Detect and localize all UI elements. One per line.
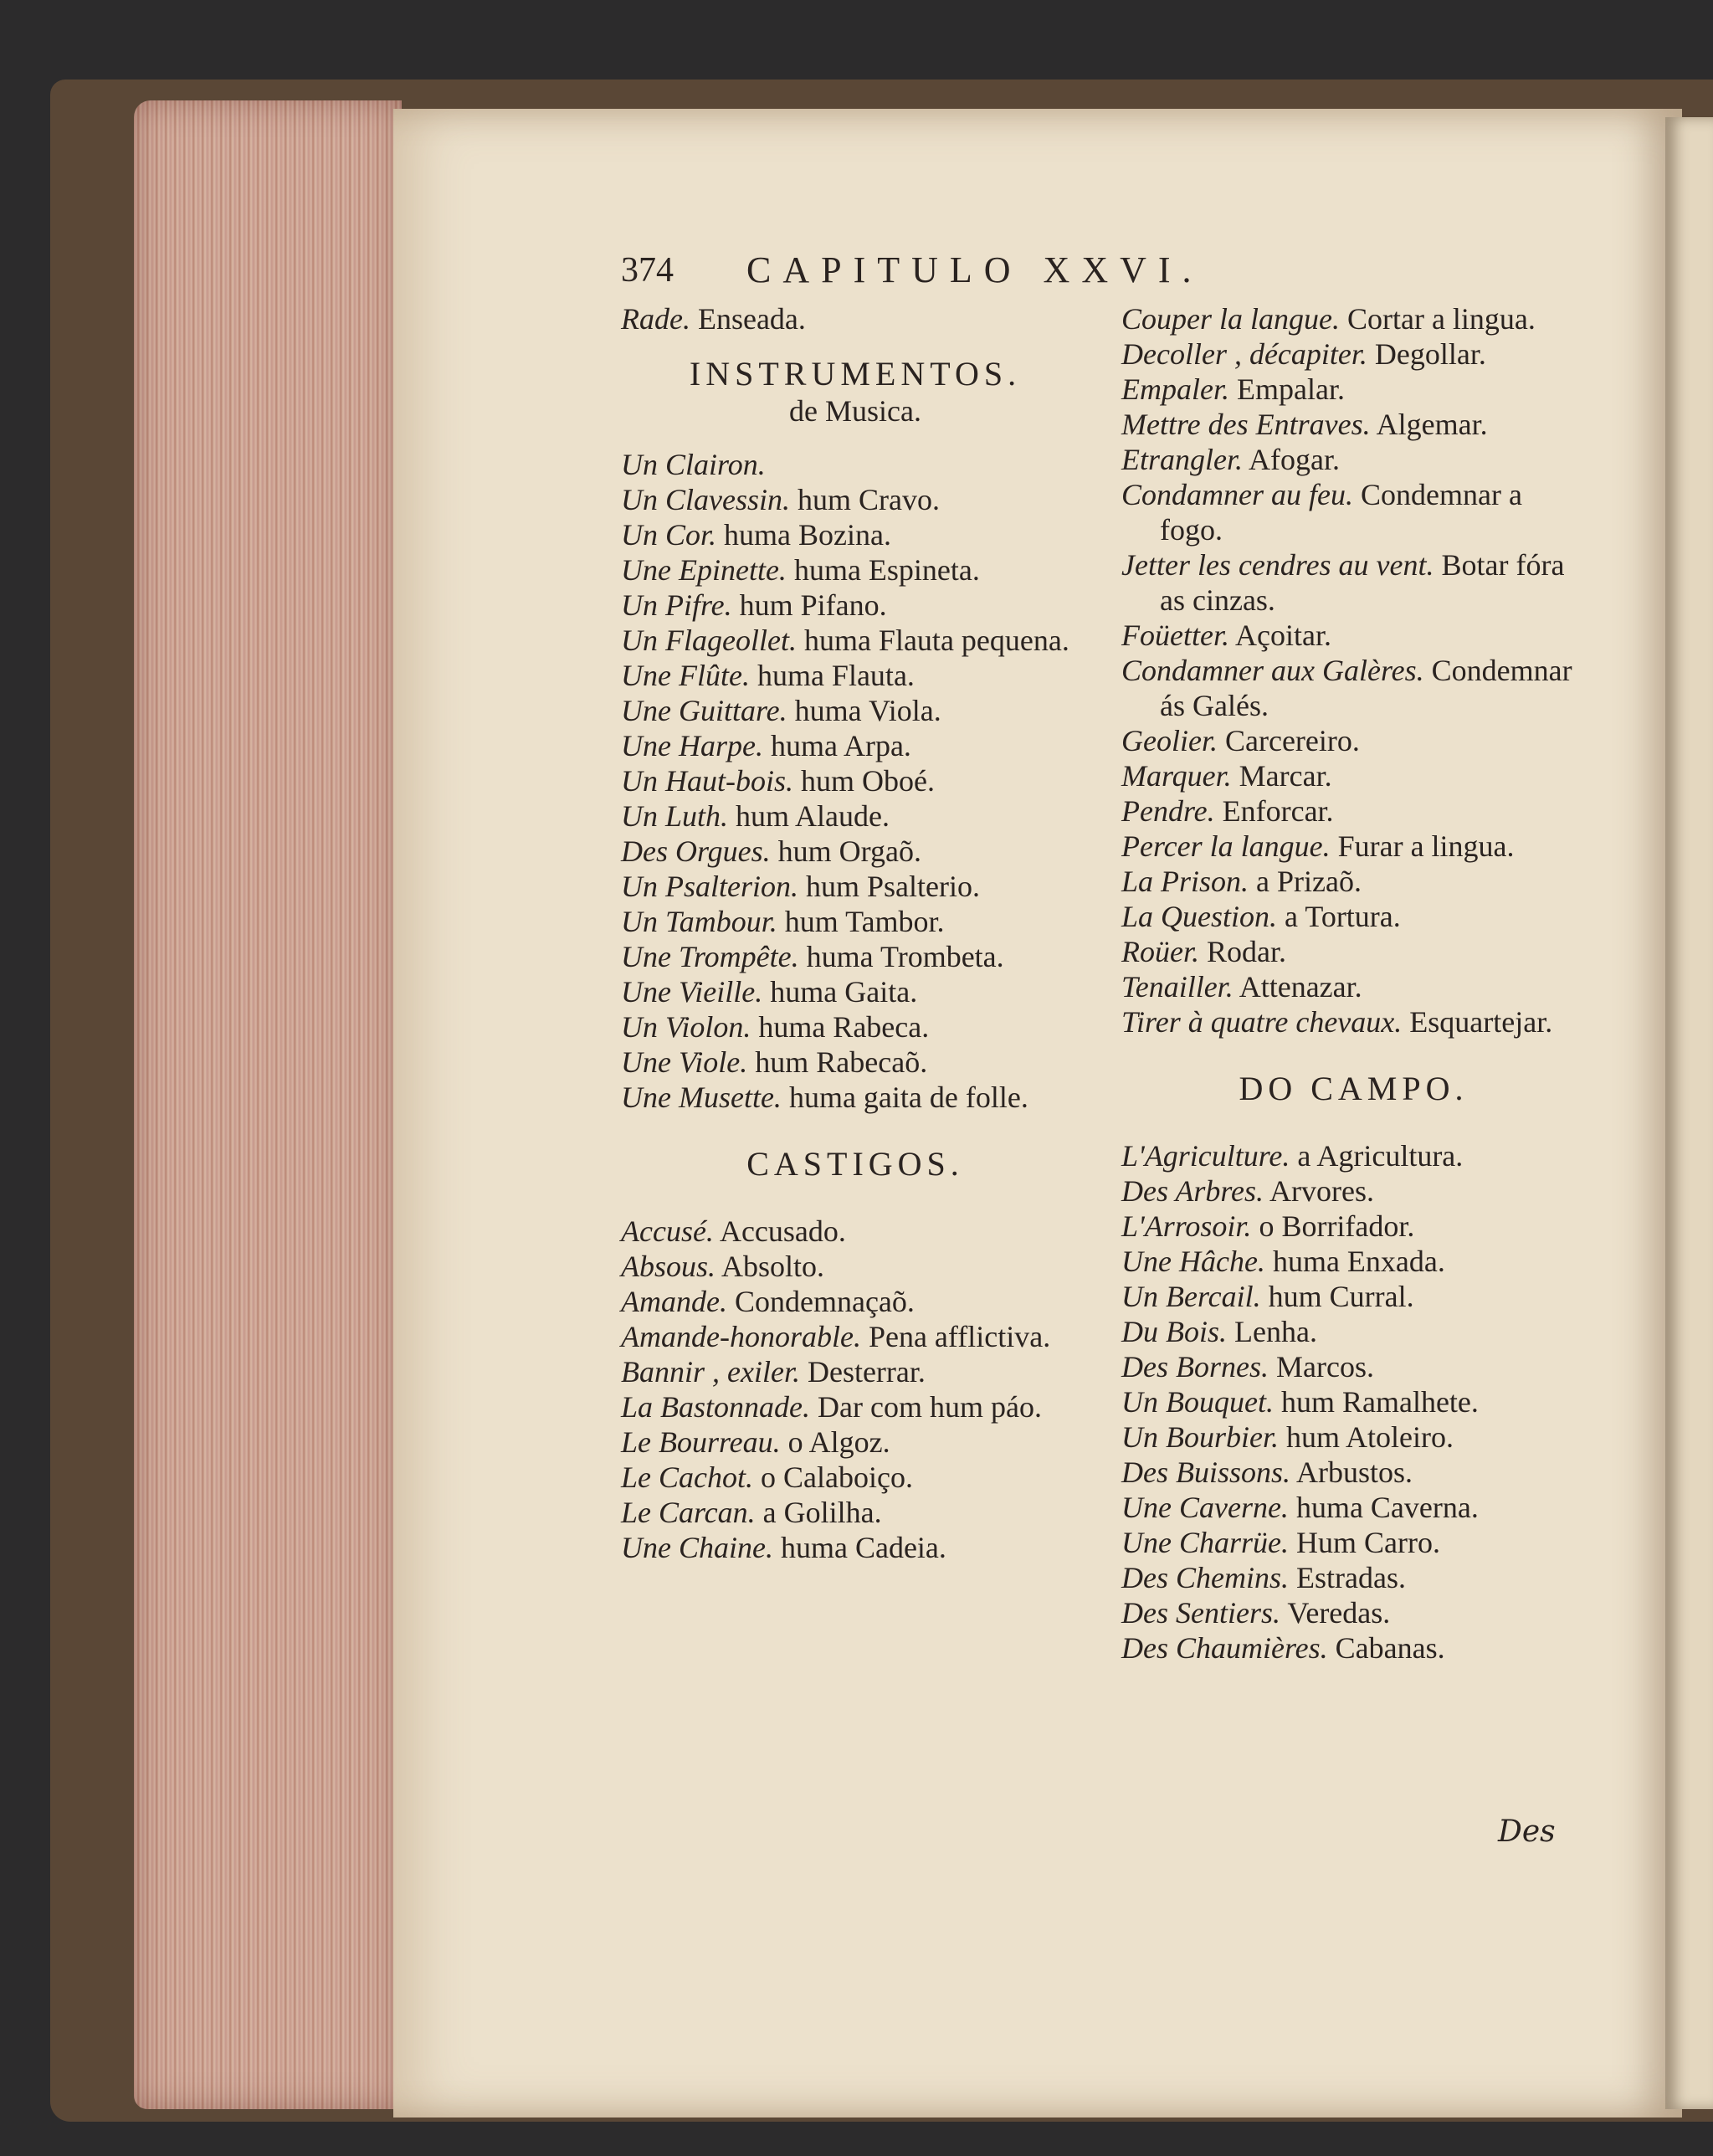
portuguese-term: Absolto. [721, 1250, 825, 1283]
portuguese-term: Hum Carro. [1296, 1526, 1440, 1559]
french-term: Bannir , exiler. [621, 1355, 800, 1389]
portuguese-term: Degollar. [1374, 337, 1486, 371]
portuguese-term: huma Espineta. [793, 553, 980, 587]
french-term: Jetter les cendres au vent. [1121, 548, 1434, 582]
portuguese-term: Attenazar. [1239, 970, 1362, 1004]
french-term: Une Hâche. [1121, 1245, 1265, 1278]
dictionary-entry [621, 1009, 1090, 1045]
dictionary-entry [621, 1495, 1090, 1530]
dictionary-entry [1121, 1455, 1586, 1490]
french-term: Un Bercail. [1121, 1280, 1261, 1313]
dictionary-entry [1121, 1595, 1586, 1630]
french-term: La Bastonnade. [621, 1390, 811, 1424]
portuguese-term: Arvores. [1269, 1174, 1374, 1208]
portuguese-term: hum Psalterio. [806, 870, 980, 903]
portuguese-term: hum Tambor. [784, 905, 945, 938]
french-term: Un Clavessin. [621, 483, 790, 516]
portuguese-term: huma Flauta. [756, 659, 915, 692]
french-term: Condamner au feu. [1121, 478, 1353, 511]
portuguese-term: Cortar a lingua. [1346, 302, 1536, 336]
dictionary-entry [1121, 442, 1586, 477]
dictionary-entry [621, 1284, 1090, 1319]
french-term: Tenailler. [1121, 970, 1233, 1004]
french-term: Tirer à quatre chevaux. [1121, 1005, 1403, 1039]
portuguese-term: Marcos. [1275, 1350, 1374, 1383]
portuguese-term: hum Oboé. [801, 764, 935, 798]
french-term: Marquer. [1121, 759, 1232, 793]
portuguese-term: Condemnar ás Galés. [1160, 654, 1572, 722]
dictionary-entry [1121, 1004, 1586, 1040]
french-term: Un Luth. [621, 799, 729, 833]
french-term: La Prison. [1121, 865, 1249, 898]
dictionary-entry [1121, 1279, 1586, 1314]
dictionary-entry [621, 728, 1090, 763]
french-term: Des Bornes. [1121, 1350, 1269, 1383]
dictionary-entry [1121, 829, 1586, 864]
portuguese-term: huma Enxada. [1272, 1245, 1445, 1278]
french-term: Le Cachot. [621, 1460, 753, 1494]
dictionary-entry [1121, 618, 1586, 653]
dictionary-entry [621, 904, 1090, 939]
french-term: Une Viole. [621, 1045, 748, 1079]
dictionary-entry [1121, 758, 1586, 793]
section-subheading: de Musica. [789, 394, 921, 428]
portuguese-term: Veredas. [1287, 1596, 1391, 1630]
french-term: Des Sentiers. [1121, 1596, 1280, 1630]
dictionary-entry [621, 658, 1090, 693]
dictionary-entry [1121, 547, 1586, 618]
french-term: Une Trompête. [621, 940, 799, 973]
dictionary-entry [621, 1530, 1090, 1565]
portuguese-term: hum Ramalhete. [1280, 1385, 1479, 1419]
portuguese-term: Dar com hum páo. [818, 1390, 1042, 1424]
french-term: Le Carcan. [621, 1496, 756, 1529]
portuguese-term: huma Flauta pequena. [803, 624, 1069, 657]
french-term: Un Tambour. [621, 905, 777, 938]
french-term: Foüetter. [1121, 619, 1229, 652]
portuguese-term: huma Cadeia. [780, 1531, 946, 1564]
portuguese-term: hum Orgaõ. [777, 834, 921, 868]
dictionary-entry [1121, 1173, 1586, 1209]
dictionary-entry [1121, 1525, 1586, 1560]
portuguese-term: o Calaboiço. [761, 1460, 913, 1494]
portuguese-term: a Agricultura. [1297, 1139, 1464, 1173]
dictionary-entry [621, 1460, 1090, 1495]
portuguese-term: Açoitar. [1235, 619, 1331, 652]
dictionary-entry [621, 1319, 1090, 1354]
dictionary-entry [621, 693, 1090, 728]
dictionary-entry [621, 1389, 1090, 1424]
facing-page-edge [1665, 117, 1713, 2109]
french-term: Absous. [621, 1250, 716, 1283]
french-term: Percer la langue. [1121, 829, 1331, 863]
french-term: Un Psalterion. [621, 870, 798, 903]
spacer [621, 1115, 1090, 1145]
french-term: Des Chemins. [1121, 1561, 1289, 1594]
dictionary-entry [1121, 1314, 1586, 1349]
portuguese-term: Arbustos. [1296, 1455, 1413, 1489]
french-term: Une Vieille. [621, 975, 763, 1009]
portuguese-term: a Tortura. [1285, 900, 1401, 933]
french-term: Une Caverne. [1121, 1491, 1289, 1524]
spacer [621, 1183, 1090, 1214]
dictionary-entry [1121, 1560, 1586, 1595]
portuguese-term: Cabanas. [1335, 1631, 1445, 1665]
portuguese-term: Esquartejar. [1409, 1005, 1553, 1039]
french-term: L'Arrosoir. [1121, 1209, 1252, 1243]
portuguese-term: hum Alaude. [736, 799, 890, 833]
dictionary-entry [621, 1045, 1090, 1080]
spacer [621, 336, 1090, 355]
portuguese-term: huma Bozina. [724, 518, 891, 552]
portuguese-term: Algemar. [1376, 408, 1488, 441]
french-term: Mettre des Entraves. [1121, 408, 1371, 441]
dictionary-entry [1121, 336, 1586, 372]
french-term: Un Clairon. [621, 448, 766, 481]
dictionary-entry [1121, 407, 1586, 442]
french-term: Etrangler. [1121, 443, 1244, 476]
dictionary-entry [621, 1214, 1090, 1249]
section-heading-castigos: CASTIGOS. [746, 1145, 964, 1183]
right-column [1121, 301, 1586, 1666]
portuguese-term: o Algoz. [787, 1425, 890, 1459]
portuguese-term: a Prizaõ. [1256, 865, 1362, 898]
portuguese-term: hum Pifano. [739, 588, 887, 622]
dictionary-entry [1121, 653, 1586, 723]
portuguese-term: huma Caverna. [1295, 1491, 1479, 1524]
portuguese-term: Botar fóra as cinzas. [1160, 548, 1565, 617]
dictionary-entry [1121, 1384, 1586, 1419]
portuguese-term: Condemnar a fogo. [1160, 478, 1522, 547]
portuguese-term: Afogar. [1249, 443, 1340, 476]
portuguese-term: Estradas. [1296, 1561, 1406, 1594]
dictionary-entry [621, 1424, 1090, 1460]
portuguese-term: huma Viola. [794, 694, 941, 727]
french-term: Des Orgues. [621, 834, 771, 868]
french-term: Un Cor. [621, 518, 717, 552]
dictionary-entry [621, 834, 1090, 869]
portuguese-term: hum Rabecaõ. [755, 1045, 928, 1079]
french-term: Roüer. [1121, 935, 1199, 968]
dictionary-entry [621, 939, 1090, 974]
dictionary-entry [1121, 1244, 1586, 1279]
dictionary-entry [1121, 1209, 1586, 1244]
dictionary-entry [1121, 372, 1586, 407]
dictionary-entry [1121, 1490, 1586, 1525]
portuguese-term: huma gaita de folle. [788, 1081, 1028, 1114]
dictionary-entry [1121, 1419, 1586, 1455]
portuguese-term: a Golilha. [762, 1496, 882, 1529]
dictionary-entry [1121, 899, 1586, 934]
french-term: Une Harpe. [621, 729, 763, 762]
dictionary-entry [1121, 1630, 1586, 1666]
portuguese-term: Lenha. [1234, 1315, 1317, 1348]
portuguese-term: huma Rabeca. [758, 1010, 930, 1044]
portuguese-term: Rodar. [1207, 935, 1286, 968]
french-term: Une Chaine. [621, 1531, 773, 1564]
dictionary-entry [1121, 969, 1586, 1004]
dictionary-entry [1121, 864, 1586, 899]
dictionary-entry [1121, 1138, 1586, 1173]
french-term: Une Epinette. [621, 553, 787, 587]
french-term: Decoller , décapiter. [1121, 337, 1367, 371]
french-term: Amande. [621, 1285, 727, 1318]
portuguese-term: Empalar. [1237, 372, 1345, 406]
dictionary-entry [621, 1249, 1090, 1284]
dictionary-entry [1121, 934, 1586, 969]
french-term: Rade. [621, 302, 690, 336]
portuguese-term: Furar a lingua. [1337, 829, 1515, 863]
french-term: L'Agriculture. [1121, 1139, 1290, 1173]
portuguese-term: hum Cravo. [798, 483, 940, 516]
french-term: Une Guittare. [621, 694, 787, 727]
page-number: 374 [621, 251, 674, 290]
dictionary-entry [621, 869, 1090, 904]
french-term: Empaler. [1121, 372, 1229, 406]
portuguese-term: hum Atoleiro. [1286, 1420, 1454, 1454]
page-header [621, 249, 1525, 295]
french-term: La Question. [1121, 900, 1278, 933]
dictionary-entry [621, 517, 1090, 552]
french-term: Une Flûte. [621, 659, 750, 692]
french-term: Des Buissons. [1121, 1455, 1291, 1489]
portuguese-term: Condemnaçaõ. [734, 1285, 915, 1318]
portuguese-term: Accusado. [719, 1214, 846, 1248]
french-term: Un Pifre. [621, 588, 732, 622]
french-term: Geolier. [1121, 724, 1218, 757]
portuguese-term: Marcar. [1239, 759, 1332, 793]
portuguese-term: Pena afflictiva. [868, 1320, 1051, 1353]
dictionary-entry [621, 552, 1090, 588]
french-term: Une Musette. [621, 1081, 782, 1114]
portuguese-term: huma Arpa. [770, 729, 911, 762]
dictionary-entry [1121, 1349, 1586, 1384]
dictionary-entry [621, 447, 1090, 482]
dictionary-entry [621, 623, 1090, 658]
page-edges [134, 100, 402, 2109]
spacer [1121, 1040, 1586, 1070]
french-term: Un Flageollet. [621, 624, 797, 657]
spacer [621, 429, 1090, 447]
dictionary-entry [1121, 793, 1586, 829]
section-heading-instrumentos: INSTRUMENTOS. [689, 355, 1022, 393]
french-term: Un Bouquet. [1121, 1385, 1274, 1419]
left-column [621, 301, 1090, 1565]
running-title: CAPITULO XXVI. [746, 249, 1203, 290]
portuguese-term: Desterrar. [807, 1355, 926, 1389]
dictionary-entry [1121, 477, 1586, 547]
french-term: Pendre. [1121, 794, 1215, 828]
french-term: Du Bois. [1121, 1315, 1227, 1348]
dictionary-entry [621, 798, 1090, 834]
dictionary-entry [1121, 301, 1586, 336]
dictionary-entry [621, 763, 1090, 798]
french-term: Un Bourbier. [1121, 1420, 1279, 1454]
french-term: Accusé. [621, 1214, 714, 1248]
section-heading-campo: DO CAMPO. [1239, 1070, 1469, 1107]
french-term: Condamner aux Galères. [1121, 654, 1424, 687]
catchword: Des [1498, 1815, 1556, 1849]
french-term: Le Bourreau. [621, 1425, 781, 1459]
french-term: Un Haut-bois. [621, 764, 793, 798]
dictionary-entry [621, 301, 1090, 336]
dictionary-entry [621, 974, 1090, 1009]
french-term: Des Chaumières. [1121, 1631, 1328, 1665]
french-term: Un Violon. [621, 1010, 751, 1044]
dictionary-entry [1121, 723, 1586, 758]
portuguese-term: o Borrifador. [1259, 1209, 1415, 1243]
portuguese-term: huma Trombeta. [806, 940, 1004, 973]
dictionary-entry [621, 482, 1090, 517]
french-term: Amande-honorable. [621, 1320, 861, 1353]
dictionary-entry [621, 1354, 1090, 1389]
french-term: Une Charrüe. [1121, 1526, 1289, 1559]
french-term: Des Arbres. [1121, 1174, 1264, 1208]
portuguese-term: Enforcar. [1222, 794, 1334, 828]
portuguese-term: Enseada. [697, 302, 806, 336]
dictionary-entry [621, 588, 1090, 623]
portuguese-term: huma Gaita. [770, 975, 918, 1009]
french-term: Couper la langue. [1121, 302, 1340, 336]
spacer [1121, 1108, 1586, 1138]
dictionary-entry [621, 1080, 1090, 1115]
portuguese-term: hum Curral. [1268, 1280, 1414, 1313]
portuguese-term: Carcereiro. [1224, 724, 1360, 757]
